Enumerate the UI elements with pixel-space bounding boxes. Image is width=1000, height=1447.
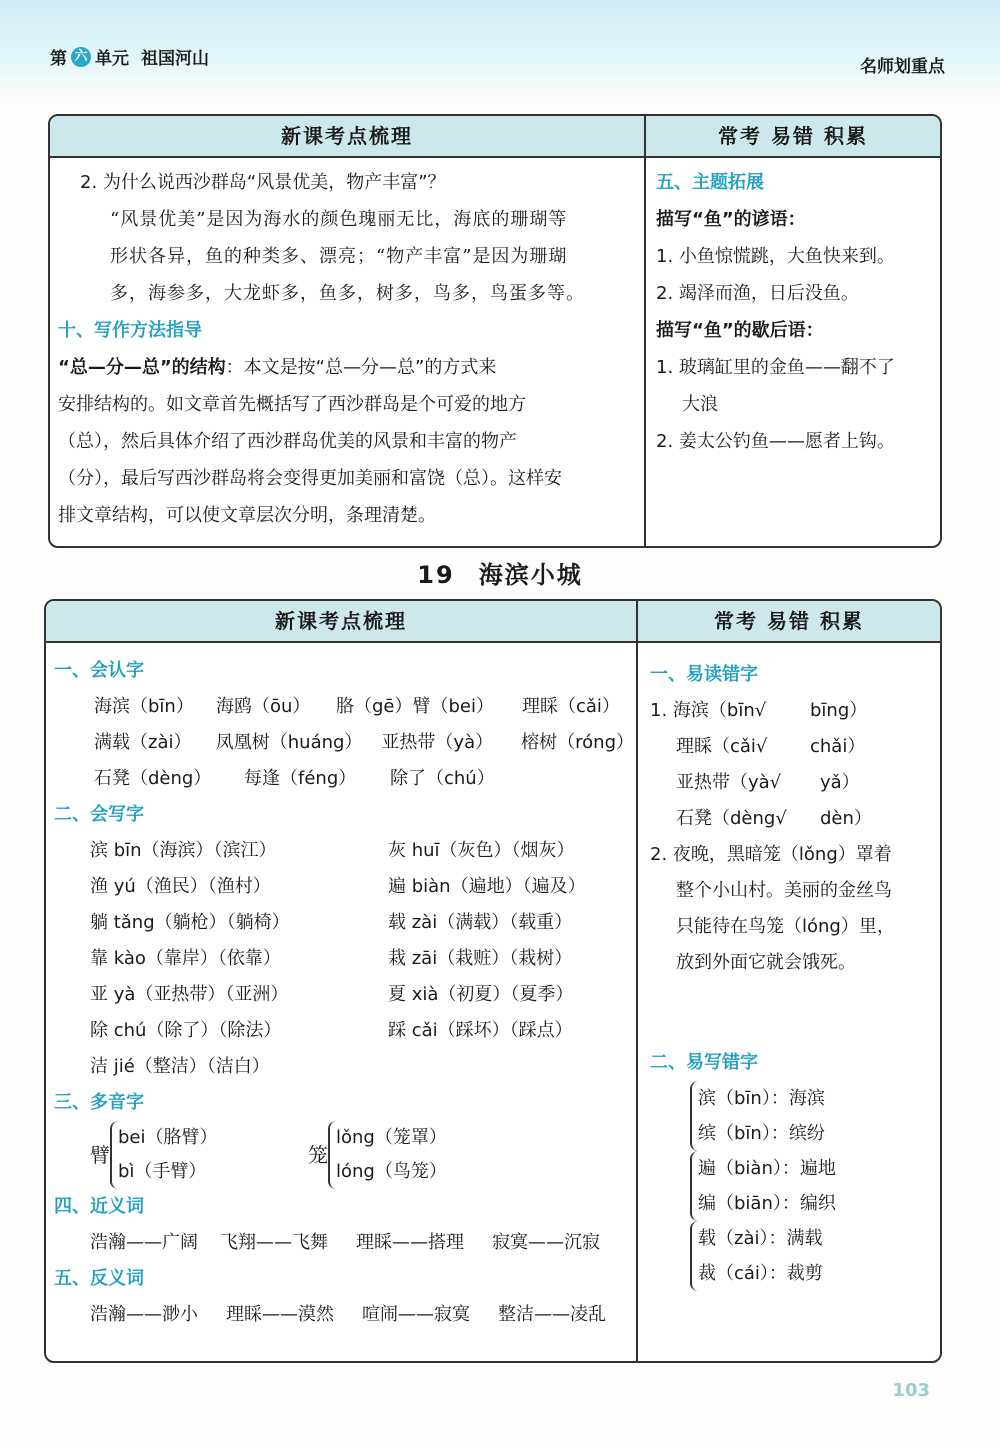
misread-wrong: dèn）: [820, 808, 872, 829]
polyphone-reading: lǒng（笼罩）: [336, 1127, 447, 1148]
miswritten-entry: 缤（bīn）：缤纷: [698, 1123, 825, 1144]
write-entry: 躺 tǎng（躺枪）（躺椅）: [90, 912, 290, 933]
synonym-pair: 飞翔——飞舞: [220, 1232, 328, 1253]
antonym-pair: 浩瀚——渺小: [90, 1304, 198, 1325]
polyphone-group: [328, 1121, 447, 1189]
recognize-word: 海鸥（ōu）: [216, 696, 311, 717]
xiehouyu-item-cont: 大浪: [682, 394, 718, 415]
miswritten-entry: 遍（biàn）：遍地: [698, 1158, 836, 1179]
recognize-word: 亚热带（yà）: [381, 732, 494, 753]
xiehouyu-item: 2. 姜太公钓鱼——愿者上钩。: [656, 431, 895, 452]
misread-wrong: bīng）: [810, 700, 868, 721]
misread-row: [650, 765, 934, 801]
spacer: [650, 981, 934, 1045]
misread-wrong: yǎ）: [820, 772, 860, 793]
page-number: 103: [892, 1380, 930, 1401]
recognize-word: 石凳（dèng）: [94, 768, 212, 789]
unit-title: 祖国河山: [141, 49, 209, 69]
box2-right-heading: 常考 易错 积累: [638, 601, 940, 643]
unit-header: [50, 44, 209, 69]
header-right-label: 名师划重点: [860, 57, 945, 77]
method-bold-term: “总—分—总”的结构: [58, 357, 226, 378]
write-entry: 亚 yà（亚热带）（亚洲）: [90, 984, 289, 1005]
recognize-word: 除了（chú）: [390, 768, 495, 789]
misread-row: [650, 801, 934, 837]
miswritten-entry: 编（biān）：编织: [698, 1193, 836, 1214]
box1-left-heading: 新课考点梳理: [50, 116, 644, 158]
box1-divider: [644, 116, 646, 546]
box1-right-content: [656, 164, 936, 460]
antonym-pair: 整洁——凌乱: [498, 1304, 606, 1325]
box2-left-heading: 新课考点梳理: [46, 601, 636, 643]
polyphone-reading: bei（胳臂）: [118, 1127, 218, 1148]
writing-method-text: [58, 349, 640, 534]
section-miswritten-chars: 二、易写错字: [650, 1052, 758, 1073]
question-2: 2. 为什么说西沙群岛“风景优美，物产丰富”？: [80, 172, 446, 193]
example-sentence: 放到外面它就会饿死。: [676, 952, 856, 973]
write-entry: 载 zài（满载）（载重）: [388, 912, 573, 933]
recognize-word: 胳（gē）臂（bei）: [336, 696, 495, 717]
write-entry: 除 chú（除了）（除法）: [90, 1020, 282, 1041]
proverb-item: 1. 小鱼惊慌跳，大鱼快来到。: [656, 246, 895, 267]
xiehouyu-item: 1. 玻璃缸里的金鱼——翻不了: [656, 357, 895, 378]
method-line: ：本文是按“总—分—总”的方式来: [225, 357, 497, 378]
lesson-number: 19: [417, 561, 455, 589]
answer-line: 多，海参多，大龙虾多，鱼多，树多，鸟多，鸟蛋多等。: [110, 283, 585, 304]
method-line: （总），然后具体介绍了西沙群岛优美的风景和丰富的物产: [58, 431, 517, 452]
section-antonyms: 五、反义词: [54, 1268, 144, 1289]
study-box-2: [44, 599, 942, 1363]
proverb-item: 2. 竭泽而渔，日后没鱼。: [656, 283, 859, 304]
write-entry: 渔 yú（渔民）（渔村）: [90, 876, 271, 897]
recognize-word: 榕树（róng）: [521, 732, 634, 753]
recognize-word: 凤凰树（huáng）: [215, 732, 363, 753]
section-theme-extension: 五、主题拓展: [656, 172, 764, 193]
recognize-list: [54, 689, 634, 797]
recognize-row: [94, 689, 634, 725]
section-recognize-chars: 一、会认字: [54, 660, 144, 681]
misread-row: [650, 693, 934, 729]
recognize-word: 理睬（cǎi）: [522, 696, 620, 717]
misread-correct: 理睬（cǎi√: [676, 736, 768, 757]
box1-left-content: [58, 164, 640, 534]
misread-wrong: chǎi）: [810, 736, 866, 757]
polyphone-reading: bì（手臂）: [118, 1161, 207, 1182]
polyphone-list: [54, 1121, 634, 1189]
write-entry: 滨 bīn（海滨）（滨江）: [90, 840, 277, 861]
answer-line: 形状各异，鱼的种类多、漂亮；“物产丰富”是因为珊瑚: [110, 246, 568, 267]
polyphone-group: [110, 1121, 288, 1189]
unit-prefix: 第: [50, 49, 67, 69]
study-box-1: [48, 114, 942, 548]
answer-line: “风景优美”是因为海水的颜色瑰丽无比，海底的珊瑚等: [110, 209, 568, 230]
section-polyphones: 三、多音字: [54, 1092, 144, 1113]
lesson-name: 海滨小城: [478, 561, 583, 589]
polyphone-reading: lóng（鸟笼）: [336, 1161, 447, 1182]
method-line: 排文章结构，可以使文章层次分明，条理清楚。: [58, 505, 436, 526]
misread-row: [650, 729, 934, 765]
write-entry: 栽 zāi（栽赃）（栽树）: [388, 948, 573, 969]
write-entry: 遍 biàn（遍地）（遍及）: [388, 876, 586, 897]
section-writing-method: 十、写作方法指导: [58, 320, 202, 341]
section-misread-chars: 一、易读错字: [650, 664, 758, 685]
misread-correct: 亚热带（yà√: [676, 772, 782, 793]
example-sentence: 只能待在鸟笼（lóng）里，: [676, 916, 895, 937]
box1-right-heading: 常考 易错 积累: [646, 116, 940, 158]
write-list: [54, 833, 634, 1085]
recognize-word: 海滨（bīn）: [94, 696, 194, 717]
recognize-row: [94, 761, 634, 797]
recognize-word: 满载（zài）: [94, 732, 192, 753]
miswritten-entry: 载（zài）：满载: [698, 1228, 823, 1249]
misread-correct: 石凳（dèng√: [676, 808, 787, 829]
box2-divider: [636, 601, 638, 1361]
miswritten-group: [690, 1081, 934, 1151]
write-col-right: [388, 833, 586, 1085]
write-col-left: [90, 833, 388, 1085]
section-write-chars: 二、会写字: [54, 804, 144, 825]
section-synonyms: 四、近义词: [54, 1196, 144, 1217]
answer-2: [80, 201, 640, 312]
write-entry: 洁 jié（整洁）（洁白）: [90, 1056, 270, 1077]
example-sentence: 整个小山村。美丽的金丝鸟: [676, 880, 892, 901]
miswritten-list: [650, 1081, 934, 1291]
example-sentence: 2. 夜晚，黑暗笼（lǒng）罩着: [650, 844, 892, 865]
method-line: 安排结构的。如文章首先概括写了西沙群岛是个可爱的地方: [58, 394, 526, 415]
miswritten-entry: 裁（cái）：裁剪: [698, 1263, 823, 1284]
antonym-pair: 喧闹——寂寞: [362, 1304, 470, 1325]
box2-right-content: [650, 657, 934, 1291]
write-entry: 踩 cǎi（踩坏）（踩点）: [388, 1020, 573, 1041]
recognize-row: [94, 725, 634, 761]
miswritten-group: [690, 1151, 934, 1221]
write-entry: 灰 huī（灰色）（烟灰）: [388, 840, 575, 861]
antonym-row: [54, 1297, 634, 1333]
synonym-row: [54, 1225, 634, 1261]
unit-suffix: 单元: [95, 49, 129, 69]
box2-left-content: [54, 653, 634, 1333]
write-entry: 夏 xià（初夏）（夏季）: [388, 984, 574, 1005]
misread-correct: 1. 海滨（bīn√: [650, 700, 767, 721]
unit-number-badge: 六: [71, 47, 91, 67]
polyphone-char: 臂: [90, 1143, 110, 1167]
synonym-pair: 浩瀚——广阔: [90, 1232, 198, 1253]
synonym-pair: 理睬——搭理: [356, 1232, 464, 1253]
synonym-pair: 寂寞——沉寂: [492, 1232, 600, 1253]
proverbs-heading: 描写“鱼”的谚语：: [656, 209, 806, 230]
recognize-word: 每逢（féng）: [244, 768, 357, 789]
method-line: （分），最后写西沙群岛将会变得更加美丽和富饶（总）。这样安: [58, 468, 562, 489]
antonym-pair: 理睬——漠然: [226, 1304, 334, 1325]
miswritten-group: [690, 1221, 934, 1291]
miswritten-entry: 滨（bīn）：海滨: [698, 1088, 825, 1109]
lesson-title: [0, 555, 1000, 590]
write-entry: 靠 kào（靠岸）（依靠）: [90, 948, 281, 969]
xiehouyu-heading: 描写“鱼”的歇后语：: [656, 320, 824, 341]
polyphone-char: 笼: [308, 1143, 328, 1167]
